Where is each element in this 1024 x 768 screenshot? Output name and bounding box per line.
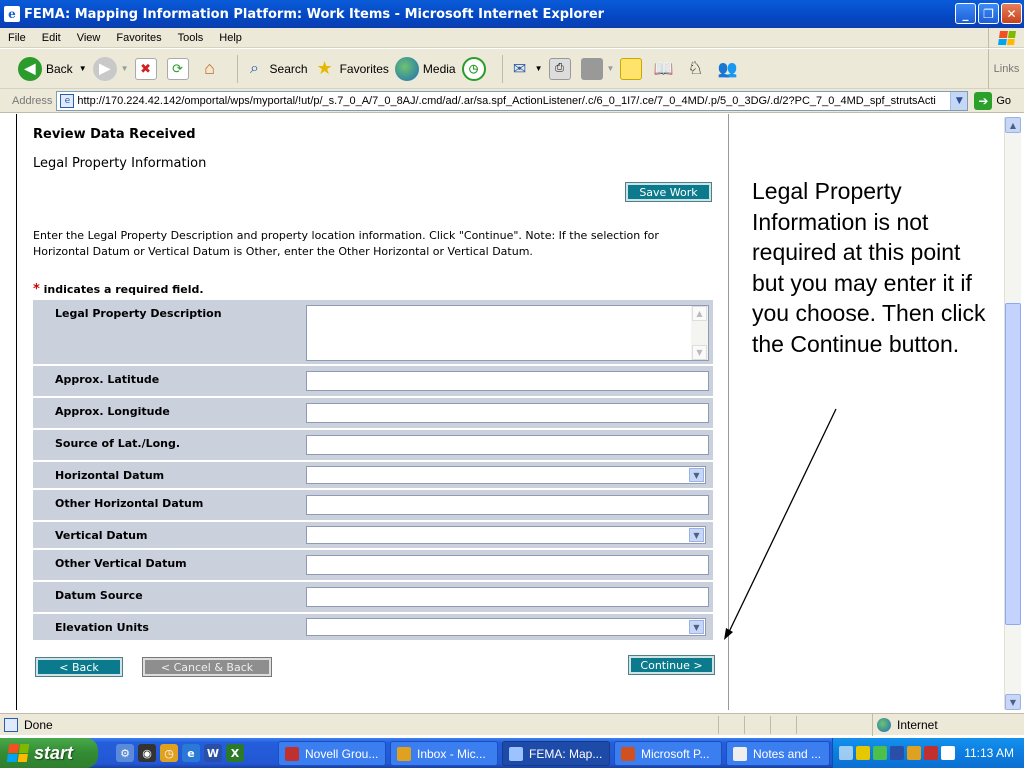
instructions-text: Enter the Legal Property Description and property location information. Click "Continue". Note: If the selection for Horizontal Datum or Vertical Datum is Other, enter the Other Horizontal or Vertical Datum. [33, 229, 659, 258]
label-other-horizontal: Other Horizontal Datum [55, 497, 204, 510]
page-title: Review Data Received [33, 127, 196, 142]
stop-button[interactable] [135, 58, 161, 80]
forward-arrow-icon: ▶ [93, 57, 117, 81]
row-other-vertical [33, 550, 713, 580]
status-text: Done [24, 717, 53, 732]
contacts-button[interactable] [716, 58, 742, 80]
stop-icon: ✖ [135, 58, 157, 80]
page-icon: e [60, 94, 74, 108]
outlook-icon [397, 747, 411, 761]
mail-icon: ✉ [512, 60, 527, 78]
start-button[interactable] [0, 738, 98, 768]
tray-chevron-icon[interactable] [839, 746, 853, 760]
tray-icon[interactable] [890, 746, 904, 760]
menu-help[interactable]: Help [219, 31, 242, 44]
security-zone [872, 714, 938, 736]
media-globe-icon [395, 57, 419, 81]
star-icon: ★ [316, 58, 333, 78]
task-powerpoint[interactable] [614, 741, 722, 766]
latitude-input[interactable] [306, 371, 709, 391]
row-legal-description [33, 300, 713, 364]
research-button[interactable] [652, 58, 678, 80]
tray-signal-icon[interactable] [873, 746, 887, 760]
tray-icon[interactable] [856, 746, 870, 760]
contacts-icon: 👥 [717, 60, 738, 78]
status-cell [744, 716, 745, 734]
required-note-text: indicates a required field. [43, 283, 204, 296]
excel-icon[interactable]: X [226, 744, 244, 762]
scroll-thumb[interactable] [1005, 303, 1021, 625]
other-horizontal-input[interactable] [306, 495, 709, 515]
status-cell [770, 716, 771, 734]
clock[interactable]: 11:13 AM [964, 746, 1014, 760]
status-cell [718, 716, 719, 734]
toolbar-separator [237, 55, 238, 83]
zone-label: Internet [897, 718, 938, 732]
task-label: Microsoft P... [641, 746, 710, 761]
forward-button[interactable] [93, 57, 129, 81]
history-icon: ◷ [462, 57, 486, 81]
chevron-down-icon[interactable]: ▼ [689, 468, 704, 482]
row-other-horizontal [33, 490, 713, 520]
elevation-units-select[interactable] [306, 618, 706, 636]
quicklaunch-icon[interactable]: ◉ [138, 744, 156, 762]
page-content [0, 114, 1024, 710]
task-fema[interactable] [502, 741, 610, 766]
search-label: Search [269, 61, 308, 76]
tray-icon[interactable] [924, 746, 938, 760]
source-latlong-input[interactable] [306, 435, 709, 455]
legal-property-form [33, 300, 713, 642]
scroll-up-icon[interactable]: ▲ [692, 306, 707, 321]
favorites-label: Favorites [339, 61, 389, 76]
status-bar [0, 713, 1024, 735]
task-novell[interactable] [278, 741, 386, 766]
ie-task-icon [509, 747, 523, 761]
back-button[interactable] [18, 57, 87, 81]
go-button[interactable] [974, 92, 1011, 110]
left-border [16, 114, 17, 710]
home-button[interactable] [199, 58, 225, 80]
task-label: Novell Grou... [305, 746, 379, 761]
system-tray [832, 738, 1024, 768]
scroll-down-icon[interactable]: ▼ [1005, 694, 1021, 710]
novell-icon [285, 747, 299, 761]
menu-favorites[interactable]: Favorites [116, 31, 162, 44]
go-arrow-icon: ➔ [974, 92, 992, 110]
menu-file[interactable]: File [8, 31, 26, 44]
scroll-down-icon[interactable]: ▼ [692, 345, 707, 360]
menu-edit[interactable]: Edit [41, 31, 61, 44]
title-bar [0, 0, 1024, 28]
windows-flag-icon [7, 744, 30, 762]
scroll-up-icon[interactable]: ▲ [1005, 117, 1021, 133]
address-input[interactable] [56, 91, 968, 111]
window-title: FEMA: Mapping Information Platform: Work Items - Microsoft Internet Explorer [24, 6, 605, 22]
task-label: Inbox - Mic... [417, 746, 486, 761]
media-button[interactable] [395, 57, 456, 81]
search-button[interactable] [244, 58, 308, 80]
menu-tools[interactable]: Tools [177, 31, 204, 44]
refresh-button[interactable] [167, 58, 193, 80]
menu-view[interactable]: View [76, 31, 101, 44]
powerpoint-icon [621, 747, 635, 761]
quicklaunch-icon[interactable]: ⚙ [116, 744, 134, 762]
quick-launch [116, 744, 244, 762]
label-vertical-datum: Vertical Datum [55, 529, 148, 542]
messenger-icon: ♘ [687, 58, 704, 78]
label-longitude: Approx. Longitude [55, 405, 170, 418]
row-horizontal-datum [33, 462, 713, 488]
discuss-button[interactable] [620, 58, 646, 80]
home-icon: ⌂ [204, 58, 215, 78]
close-button[interactable]: ✕ [1001, 3, 1022, 24]
back-dropdown-icon[interactable]: ▼ [78, 64, 87, 73]
back-button-form[interactable]: < Back [36, 658, 122, 676]
restore-button[interactable]: ❐ [978, 3, 999, 24]
task-inbox[interactable] [390, 741, 498, 766]
vertical-datum-select[interactable] [306, 526, 706, 544]
toolbar-separator [502, 55, 503, 83]
messenger-button[interactable] [684, 58, 710, 80]
favorites-button[interactable] [314, 58, 389, 80]
address-label: Address [12, 94, 53, 107]
back-arrow-icon: ◀ [18, 57, 42, 81]
mail-dropdown-icon[interactable]: ▼ [534, 64, 543, 73]
callout-arrow [720, 404, 840, 644]
label-latitude: Approx. Latitude [55, 373, 160, 386]
search-icon: ⌕ [250, 59, 260, 77]
tray-icon[interactable] [941, 746, 955, 760]
continue-button[interactable]: Continue > [629, 656, 714, 674]
row-vertical-datum [33, 522, 713, 548]
task-label: FEMA: Map... [529, 746, 603, 761]
history-button[interactable] [462, 57, 490, 81]
back-label: Back [46, 61, 73, 76]
required-note [33, 282, 204, 297]
word-icon[interactable]: W [204, 744, 222, 762]
other-vertical-input[interactable] [306, 555, 709, 575]
label-datum-source: Datum Source [55, 589, 143, 602]
globe-icon [877, 718, 891, 732]
print-icon: ⎙ [549, 58, 571, 80]
window-controls [955, 3, 1022, 24]
label-elevation-units: Elevation Units [55, 621, 149, 634]
address-dropdown-icon[interactable]: ▼ [950, 92, 967, 110]
label-legal-description: Legal Property Description [55, 307, 222, 320]
edit-dropdown-icon[interactable]: ▼ [606, 64, 615, 73]
required-star: * [33, 282, 40, 297]
menu-bar [0, 28, 1024, 48]
quicklaunch-icon[interactable]: e [182, 744, 200, 762]
research-icon: 📖 [653, 60, 674, 78]
chevron-down-icon[interactable]: ▼ [689, 620, 704, 634]
save-work-button[interactable]: Save Work [626, 183, 711, 201]
ie-icon: e [4, 6, 20, 22]
edit-icon [581, 58, 603, 80]
go-label: Go [996, 94, 1012, 107]
address-url: http://170.224.42.142/omportal/wps/myportal/!ut/p/_s.7_0_A/7_0_8AJ/.cmd/ad/.ar/sa.spf_ActionListener/.c/6_0_1I7/.ce/7_0_4MD/.p/5_0_3DG/.d/2?PC_7_0_4MD_spf_strutsActi [77, 94, 936, 107]
page-subtitle: Legal Property Information [33, 156, 207, 171]
legal-description-textarea[interactable] [306, 305, 709, 361]
minimize-button[interactable]: _ [955, 3, 976, 24]
note-icon [620, 58, 642, 80]
longitude-input[interactable] [306, 403, 709, 423]
textarea-scrollbar[interactable] [691, 306, 708, 360]
edit-button[interactable] [581, 58, 615, 80]
word-doc-icon [733, 747, 747, 761]
address-bar [0, 89, 1024, 113]
row-source-latlong [33, 430, 713, 460]
page-scrollbar[interactable] [1004, 117, 1021, 710]
page-done-icon [4, 718, 18, 732]
mail-button[interactable] [509, 58, 543, 80]
toolbar [0, 49, 1024, 89]
forward-dropdown-icon[interactable]: ▼ [120, 64, 129, 73]
quicklaunch-icon[interactable]: ◷ [160, 744, 178, 762]
row-latitude [33, 366, 713, 396]
datum-source-input[interactable] [306, 587, 709, 607]
refresh-icon: ⟳ [167, 58, 189, 80]
callout-text: Legal Property Information is not required at this point but you may enter it if you choose. Then click the Continue button. [752, 178, 986, 357]
label-horizontal-datum: Horizontal Datum [55, 469, 165, 482]
task-notes[interactable] [726, 741, 830, 766]
row-datum-source [33, 582, 713, 612]
media-label: Media [422, 61, 456, 76]
label-other-vertical: Other Vertical Datum [55, 557, 187, 570]
row-longitude [33, 398, 713, 428]
task-label: Notes and ... [753, 746, 822, 761]
links-label[interactable]: Links [988, 49, 1024, 89]
start-label: start [34, 742, 74, 763]
status-cell [796, 716, 797, 734]
windows-logo-icon [988, 28, 1024, 48]
print-button[interactable] [549, 58, 575, 80]
horizontal-datum-select[interactable] [306, 466, 706, 484]
row-elevation-units [33, 614, 713, 640]
chevron-down-icon[interactable]: ▼ [689, 528, 704, 542]
tray-clock-icon[interactable] [907, 746, 921, 760]
cancel-back-button[interactable]: < Cancel & Back [143, 658, 271, 676]
label-source-latlong: Source of Lat./Long. [55, 437, 181, 450]
